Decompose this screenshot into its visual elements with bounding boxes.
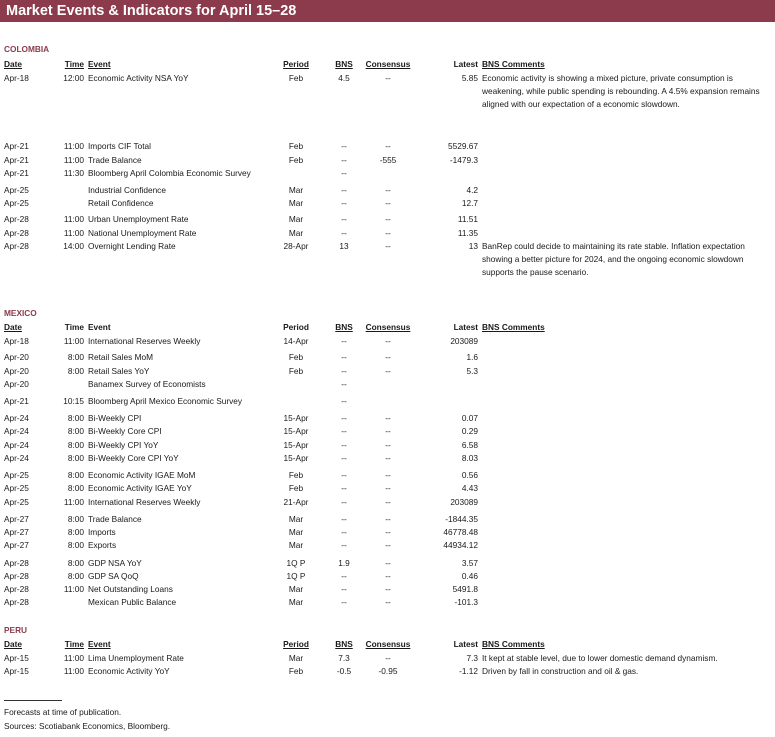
cell-consensus: --	[385, 514, 391, 524]
cell-date: Apr-28	[4, 571, 29, 581]
cell-latest: 203089	[450, 497, 478, 507]
cell-bns: --	[341, 426, 347, 436]
cell-event: International Reserves Weekly	[88, 336, 201, 346]
cell-bns: --	[341, 597, 347, 607]
cell-event: Economic Activity YoY	[88, 666, 170, 676]
table-row	[0, 351, 775, 363]
table-row	[0, 365, 775, 377]
header-date: Date	[4, 59, 22, 69]
cell-period: Feb	[288, 73, 304, 83]
cell-date: Apr-25	[4, 470, 29, 480]
cell-period: Mar	[288, 540, 304, 550]
cell-date: Apr-28	[4, 584, 29, 594]
cell-latest: -1844.35	[445, 514, 478, 524]
cell-latest: 11.35	[457, 228, 478, 238]
cell-date: Apr-15	[4, 666, 29, 676]
cell-period: Feb	[288, 470, 304, 480]
table-row	[0, 482, 775, 494]
cell-latest: 4.43	[461, 483, 478, 493]
cell-event: Urban Unemployment Rate	[88, 214, 189, 224]
header-event: Event	[88, 59, 111, 69]
cell-event: Imports	[88, 527, 116, 537]
cell-time: 8:00	[67, 352, 84, 362]
cell-consensus: --	[385, 571, 391, 581]
table-row	[0, 452, 775, 464]
cell-event: Bloomberg April Colombia Economic Survey	[88, 168, 251, 178]
cell-date: Apr-24	[4, 453, 29, 463]
cell-date: Apr-21	[4, 155, 29, 165]
cell-consensus: --	[385, 426, 391, 436]
cell-consensus: --	[385, 241, 391, 251]
cell-date: Apr-20	[4, 352, 29, 362]
table-row	[0, 425, 775, 437]
cell-time: 8:00	[67, 453, 84, 463]
cell-consensus: --	[385, 366, 391, 376]
cell-bns: --	[341, 379, 347, 389]
cell-bns: --	[341, 514, 347, 524]
cell-latest: 0.29	[461, 426, 478, 436]
cell-time: 8:00	[67, 366, 84, 376]
cell-consensus: -555	[379, 155, 397, 165]
table-row	[0, 469, 775, 481]
cell-event: Imports CIF Total	[88, 141, 152, 151]
cell-latest: 0.56	[461, 470, 478, 480]
cell-date: Apr-24	[4, 413, 29, 423]
cell-time: 11:00	[63, 228, 84, 238]
cell-consensus: --	[385, 413, 391, 423]
cell-latest: 44934.12	[443, 540, 478, 550]
cell-time: 11:00	[63, 155, 84, 165]
cell-consensus: --	[385, 214, 391, 224]
cell-date: Apr-18	[4, 336, 29, 346]
cell-latest: 11.51	[457, 214, 478, 224]
cell-date: Apr-21	[4, 168, 29, 178]
cell-bns: --	[341, 352, 347, 362]
cell-bns: --	[341, 483, 347, 493]
cell-consensus: --	[385, 558, 391, 568]
cell-bns: --	[341, 141, 347, 151]
cell-latest: -1.12	[459, 666, 478, 676]
cell-event: Retail Sales MoM	[88, 352, 154, 362]
cell-latest: 0.46	[461, 571, 478, 581]
cell-date: Apr-28	[4, 228, 29, 238]
table-row	[0, 652, 775, 664]
cell-time: 11:00	[63, 666, 84, 676]
cell-bns: --	[341, 440, 347, 450]
cell-date: Apr-25	[4, 185, 29, 195]
header-latest: Latest	[453, 322, 478, 332]
cell-bns: --	[341, 185, 347, 195]
cell-time: 11:00	[63, 497, 84, 507]
cell-event: Bloomberg April Mexico Economic Survey	[88, 396, 243, 406]
cell-latest: 203089	[450, 336, 478, 346]
cell-consensus: --	[385, 352, 391, 362]
cell-event: Industrial Confidence	[88, 185, 166, 195]
cell-event: Bi-Weekly CPI YoY	[88, 440, 159, 450]
cell-consensus: --	[385, 73, 391, 83]
cell-event: Mexican Public Balance	[88, 597, 177, 607]
cell-date: Apr-28	[4, 558, 29, 568]
cell-period: Feb	[288, 666, 304, 676]
header-comments: BNS Comments	[482, 322, 545, 332]
cell-consensus: --	[385, 497, 391, 507]
cell-event: Bi-Weekly Core CPI YoY	[88, 453, 179, 463]
cell-period: Mar	[288, 584, 304, 594]
cell-period: 1Q P	[286, 571, 306, 581]
table-row	[0, 570, 775, 582]
cell-date: Apr-25	[4, 198, 29, 208]
cell-bns: 4.5	[338, 73, 350, 83]
cell-bns: --	[341, 497, 347, 507]
section-title: MEXICO	[4, 308, 37, 318]
cell-time: 8:00	[67, 440, 84, 450]
cell-latest: -101.3	[454, 597, 478, 607]
cell-event: Exports	[88, 540, 117, 550]
table-row	[0, 412, 775, 424]
cell-date: Apr-20	[4, 366, 29, 376]
header-consensus: Consensus	[365, 59, 411, 69]
cell-comment: It kept at stable level, due to lower domestic demand dynamism.	[482, 653, 718, 663]
cell-consensus: --	[385, 584, 391, 594]
cell-latest: 5.3	[466, 366, 478, 376]
cell-date: Apr-18	[4, 73, 29, 83]
cell-event: GDP NSA YoY	[88, 558, 142, 568]
cell-event: Trade Balance	[88, 514, 142, 524]
cell-consensus: --	[385, 198, 391, 208]
cell-date: Apr-27	[4, 514, 29, 524]
cell-period: 15-Apr	[283, 440, 309, 450]
table-row	[0, 513, 775, 525]
cell-consensus: --	[385, 453, 391, 463]
header-period: Period	[283, 59, 309, 69]
cell-time: 8:00	[67, 527, 84, 537]
cell-date: Apr-25	[4, 483, 29, 493]
cell-bns: --	[341, 470, 347, 480]
cell-period: Feb	[288, 155, 304, 165]
cell-consensus: --	[385, 540, 391, 550]
cell-period: Feb	[288, 366, 304, 376]
cell-date: Apr-20	[4, 379, 29, 389]
header-date: Date	[4, 322, 22, 332]
header-period: Period	[283, 639, 309, 649]
cell-bns: --	[341, 198, 347, 208]
cell-consensus: --	[385, 653, 391, 663]
cell-date: Apr-21	[4, 141, 29, 151]
header-bns: BNS	[335, 59, 353, 69]
cell-period: 15-Apr	[283, 426, 309, 436]
cell-time: 8:00	[67, 571, 84, 581]
cell-bns: 7.3	[338, 653, 350, 663]
header-time: Time	[64, 639, 84, 649]
cell-time: 11:30	[63, 168, 84, 178]
header-bns: BNS	[335, 639, 353, 649]
section-title: PERU	[4, 625, 28, 635]
cell-latest: 8.03	[461, 453, 478, 463]
cell-date: Apr-15	[4, 653, 29, 663]
cell-period: 1Q P	[286, 558, 306, 568]
cell-date: Apr-27	[4, 540, 29, 550]
cell-date: Apr-21	[4, 396, 29, 406]
header-period: Period	[283, 322, 309, 332]
cell-bns: --	[341, 396, 347, 406]
cell-period: Mar	[288, 514, 304, 524]
cell-latest: 1.6	[466, 352, 478, 362]
footnote-sources: Sources: Scotiabank Economics, Bloomberg.	[4, 721, 171, 731]
cell-event: International Reserves Weekly	[88, 497, 201, 507]
cell-bns: 13	[339, 241, 349, 251]
cell-time: 11:00	[63, 584, 84, 594]
cell-bns: --	[341, 214, 347, 224]
page-title: Market Events & Indicators for April 15–28	[6, 3, 297, 19]
cell-bns: --	[341, 366, 347, 376]
cell-consensus: --	[385, 185, 391, 195]
cell-time: 8:00	[67, 413, 84, 423]
cell-consensus: -0.95	[378, 666, 398, 676]
cell-latest: 4.2	[466, 185, 478, 195]
cell-event: Economic Activity IGAE MoM	[88, 470, 196, 480]
cell-time: 10:15	[63, 396, 84, 406]
table-row	[0, 184, 775, 196]
cell-date: Apr-25	[4, 497, 29, 507]
cell-latest: 5.85	[461, 73, 478, 83]
cell-event: Overnight Lending Rate	[88, 241, 176, 251]
cell-period: Mar	[288, 198, 304, 208]
cell-bns: -0.5	[336, 666, 352, 676]
cell-event: National Unemployment Rate	[88, 228, 197, 238]
cell-comment: BanRep could decide to maintaining its rate stable. Inflation expectation showing a better picture for 2024, and the ongoing economic slowdown supports the pause scenario.	[482, 241, 745, 277]
cell-consensus: --	[385, 527, 391, 537]
cell-date: Apr-28	[4, 241, 29, 251]
cell-comment: Driven by fall in construction and oil & gas.	[482, 666, 639, 676]
cell-consensus: --	[385, 141, 391, 151]
cell-period: Mar	[288, 597, 304, 607]
table-row	[0, 154, 775, 166]
cell-consensus: --	[385, 597, 391, 607]
cell-period: Mar	[288, 228, 304, 238]
table-row	[0, 140, 775, 152]
cell-event: Economic Activity IGAE YoY	[88, 483, 192, 493]
header-event: Event	[88, 639, 111, 649]
table-row	[0, 335, 775, 347]
header-event: Event	[88, 322, 111, 332]
table-row	[0, 395, 775, 407]
cell-consensus: --	[385, 336, 391, 346]
cell-consensus: --	[385, 440, 391, 450]
cell-bns: --	[341, 540, 347, 550]
cell-time: 11:00	[63, 214, 84, 224]
header-comments: BNS Comments	[482, 639, 545, 649]
header-time: Time	[64, 59, 84, 69]
cell-time: 12:00	[63, 73, 84, 83]
table-row	[0, 665, 775, 677]
cell-period: 28-Apr	[283, 241, 309, 251]
cell-bns: --	[341, 453, 347, 463]
cell-latest: 5491.8	[452, 584, 478, 594]
cell-latest: 46778.48	[443, 527, 478, 537]
cell-event: Banamex Survey of Economists	[88, 379, 206, 389]
cell-period: Mar	[288, 214, 304, 224]
table-row	[0, 213, 775, 225]
cell-consensus: --	[385, 470, 391, 480]
cell-time: 8:00	[67, 470, 84, 480]
header-comments: BNS Comments	[482, 59, 545, 69]
table-row	[0, 378, 775, 390]
table-header-row	[0, 58, 775, 70]
cell-bns: --	[341, 527, 347, 537]
cell-latest: -1479.3	[449, 155, 478, 165]
header-latest: Latest	[453, 639, 478, 649]
cell-bns: --	[341, 584, 347, 594]
cell-period: 15-Apr	[283, 453, 309, 463]
cell-consensus: --	[385, 228, 391, 238]
table-row	[0, 240, 775, 277]
cell-latest: 6.58	[461, 440, 478, 450]
cell-period: 15-Apr	[283, 413, 309, 423]
cell-date: Apr-27	[4, 527, 29, 537]
table-row	[0, 539, 775, 551]
cell-event: Economic Activity NSA YoY	[88, 73, 189, 83]
cell-latest: 12.7	[461, 198, 478, 208]
cell-time: 8:00	[67, 514, 84, 524]
section-title: COLOMBIA	[4, 44, 50, 54]
cell-latest: 0.07	[461, 413, 478, 423]
table-row	[0, 596, 775, 608]
cell-event: Trade Balance	[88, 155, 142, 165]
cell-event: Lima Unemployment Rate	[88, 653, 184, 663]
cell-event: Retail Sales YoY	[88, 366, 150, 376]
cell-time: 11:00	[63, 336, 84, 346]
footnote-divider	[4, 700, 62, 701]
cell-consensus: --	[385, 483, 391, 493]
table-header-row	[0, 638, 775, 650]
table-row	[0, 167, 775, 179]
cell-date: Apr-24	[4, 426, 29, 436]
cell-date: Apr-28	[4, 597, 29, 607]
cell-period: 21-Apr	[283, 497, 309, 507]
cell-comment: Economic activity is showing a mixed picture, private consumption is weakening, while public spending is rebounding. A 4.5% expansion remains aligned with our expectation of a economic slowdown.	[482, 73, 760, 109]
header-date: Date	[4, 639, 22, 649]
cell-time: 11:00	[63, 141, 84, 151]
cell-period: Feb	[288, 352, 304, 362]
table-row	[0, 583, 775, 595]
header-consensus: Consensus	[365, 639, 411, 649]
page-banner	[0, 0, 775, 22]
table-row	[0, 557, 775, 569]
table-row	[0, 439, 775, 451]
cell-time: 14:00	[63, 241, 84, 251]
cell-period: Mar	[288, 185, 304, 195]
cell-period: Mar	[288, 653, 304, 663]
cell-bns: --	[341, 228, 347, 238]
cell-bns: --	[341, 336, 347, 346]
cell-time: 11:00	[63, 653, 84, 663]
table-row	[0, 197, 775, 209]
cell-date: Apr-24	[4, 440, 29, 450]
cell-period: Feb	[288, 141, 304, 151]
cell-latest: 7.3	[466, 653, 478, 663]
cell-time: 8:00	[67, 483, 84, 493]
cell-latest: 13	[468, 241, 478, 251]
cell-event: Retail Confidence	[88, 198, 154, 208]
cell-bns: 1.9	[338, 558, 350, 568]
header-time: Time	[64, 322, 84, 332]
header-bns: BNS	[335, 322, 353, 332]
table-row	[0, 72, 775, 109]
cell-period: 14-Apr	[283, 336, 309, 346]
cell-time: 8:00	[67, 426, 84, 436]
table-header-row	[0, 321, 775, 333]
cell-time: 8:00	[67, 540, 84, 550]
cell-event: Bi-Weekly CPI	[88, 413, 142, 423]
cell-latest: 3.57	[461, 558, 478, 568]
table-row	[0, 526, 775, 538]
cell-bns: --	[341, 571, 347, 581]
cell-bns: --	[341, 413, 347, 423]
header-consensus: Consensus	[365, 322, 411, 332]
table-row	[0, 227, 775, 239]
cell-period: Mar	[288, 527, 304, 537]
cell-event: Bi-Weekly Core CPI	[88, 426, 162, 436]
cell-date: Apr-28	[4, 214, 29, 224]
cell-period: Feb	[288, 483, 304, 493]
cell-bns: --	[341, 168, 347, 178]
cell-latest: 5529.67	[448, 141, 478, 151]
footnote-forecasts: Forecasts at time of publication.	[4, 707, 122, 717]
cell-time: 8:00	[67, 558, 84, 568]
header-latest: Latest	[453, 59, 478, 69]
cell-event: GDP SA QoQ	[88, 571, 139, 581]
table-row	[0, 496, 775, 508]
cell-bns: --	[341, 155, 347, 165]
cell-event: Net Outstanding Loans	[88, 584, 173, 594]
